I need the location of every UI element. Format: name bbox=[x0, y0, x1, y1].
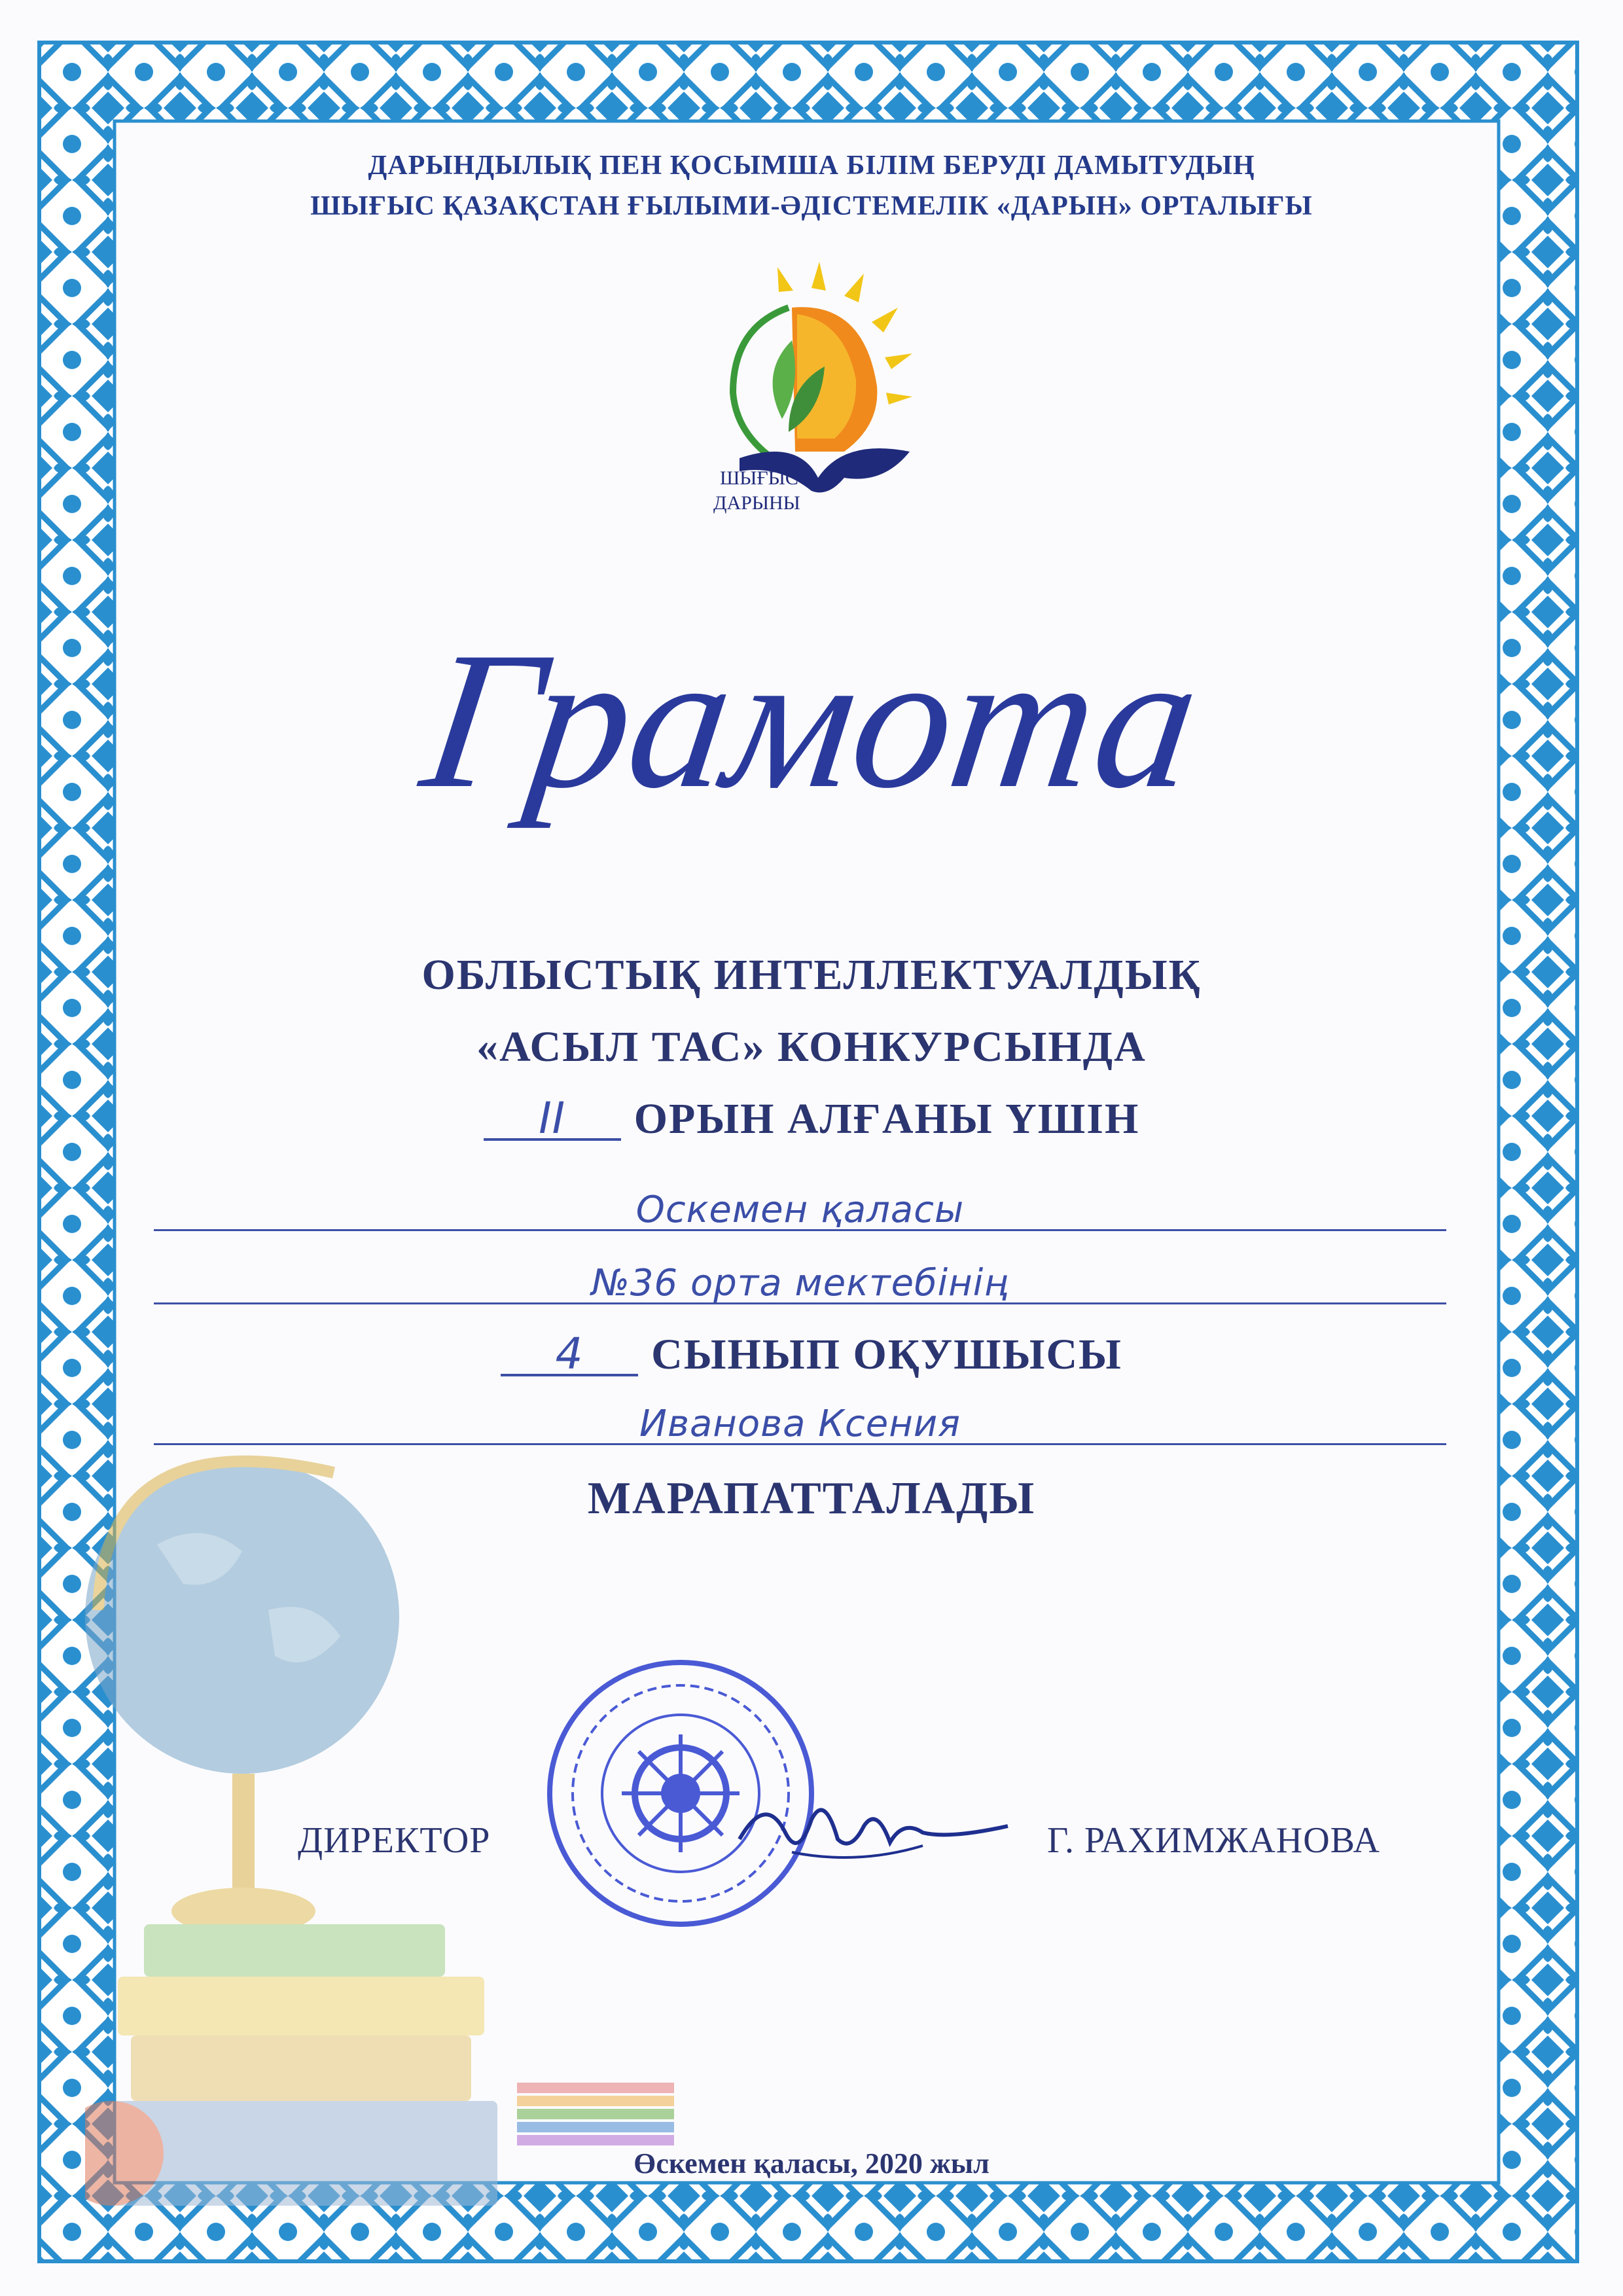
certificate-title: Грамота bbox=[412, 611, 1211, 829]
school-line bbox=[154, 1257, 1446, 1304]
award-line-2: «АСЫЛ ТАС» КОНКУРСЫНДА bbox=[476, 1023, 1147, 1071]
signatory-role: ДИРЕКТОР bbox=[298, 1820, 491, 1861]
grade-value: 4 bbox=[501, 1335, 638, 1376]
logo-text-2: ДАРЫНЫ bbox=[713, 492, 800, 514]
issuer-header bbox=[0, 145, 1623, 226]
award-line-1: ОБЛЫСТЫҚ ИНТЕЛЛЕКТУАЛДЫҚ bbox=[421, 951, 1202, 999]
sun-book-logo bbox=[648, 262, 962, 537]
grade-row bbox=[0, 1329, 1623, 1381]
logo-text-1: ШЫҒЫС bbox=[720, 467, 798, 489]
place-value: II bbox=[484, 1099, 621, 1141]
issuer-line-2: ШЫҒЫС ҚАЗАҚСТАН ҒЫЛЫМИ-ӘДІСТЕМЕЛІК «ДАРЫН» ОРТАЛЫҒЫ bbox=[310, 191, 1313, 221]
grade-text: СЫНЫП ОҚУШЫСЫ bbox=[651, 1331, 1122, 1378]
issuer-line-1: ДАРЫНДЫЛЫҚ ПЕН ҚОСЫМША БІЛІМ БЕРУДІ ДАМЫТУДЫҢ bbox=[368, 151, 1255, 181]
footer-place-year: Өскемен қаласы, 2020 жыл bbox=[633, 2147, 990, 2179]
signatory-name: Г. РАХИМЖАНОВА bbox=[1047, 1820, 1380, 1861]
school-value: №36 орта мектебінің bbox=[591, 1262, 1009, 1304]
awarded-text: МАРАПАТТАЛАДЫ bbox=[587, 1473, 1036, 1524]
handwritten-signature bbox=[726, 1780, 1014, 1878]
city-value: Оскемен қаласы bbox=[635, 1189, 965, 1231]
award-place-row bbox=[0, 1093, 1623, 1145]
student-value: Иванова Ксения bbox=[639, 1403, 961, 1445]
student-line bbox=[154, 1397, 1446, 1445]
city-line bbox=[154, 1183, 1446, 1231]
place-text: ОРЫН АЛҒАНЫ ҮШІН bbox=[633, 1095, 1140, 1143]
